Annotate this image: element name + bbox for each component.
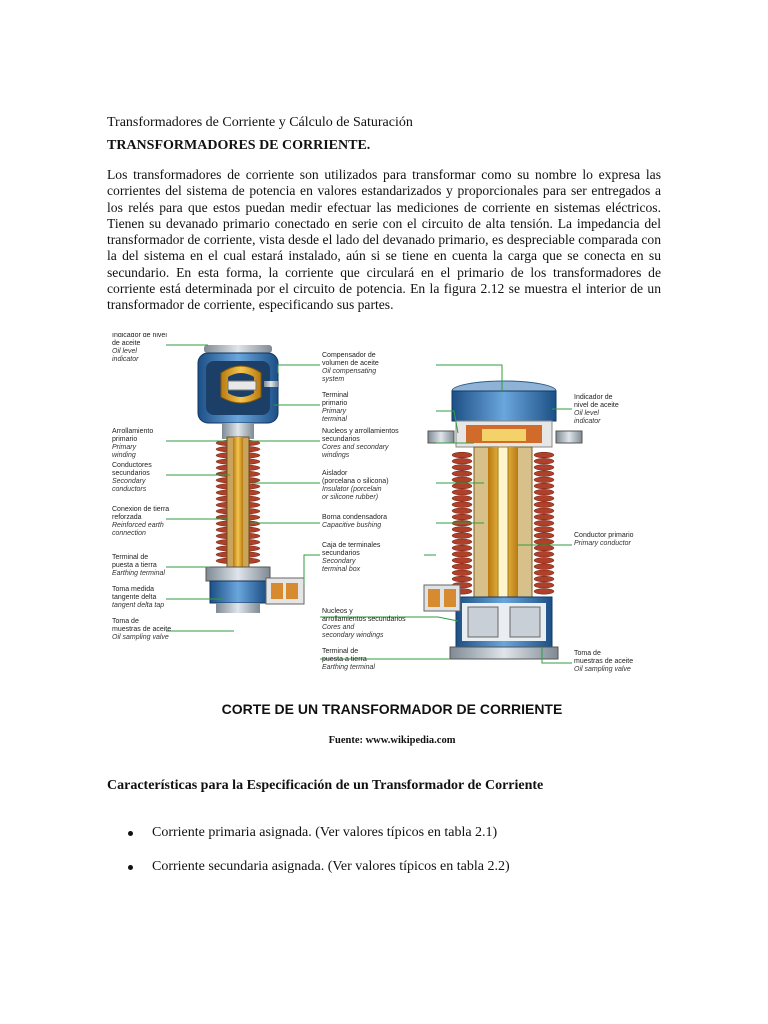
label-group-left <box>112 333 171 641</box>
figure-label: Terminal de puesta a tierra Earthing terminal <box>322 648 375 671</box>
document-title: Transformadores de Corriente y Cálculo de Saturación <box>107 115 413 130</box>
insulator-shed <box>452 458 472 464</box>
list-item <box>128 858 510 892</box>
insulator-shed <box>534 558 554 564</box>
figure-label: Borna condensadora Capacitive bushing <box>322 514 387 529</box>
insulator-shed <box>452 551 472 557</box>
figure-label: Nucleos y arrollamientos secundarios Cores and secondary windings <box>322 428 399 459</box>
list-item <box>128 824 510 858</box>
insulator-shed <box>534 452 554 458</box>
figure-source: Fuente: www.wikipedia.com <box>328 735 456 746</box>
characteristics-heading: Características para la Especificación de un Transformador de Corriente <box>107 778 544 793</box>
bullet-icon <box>128 865 133 870</box>
figure-label: Indicador de nivel de aceite Oil level indicator <box>112 333 167 363</box>
figure-label: Conductor primario Primary conductor <box>574 532 634 547</box>
insulator-shed <box>452 489 472 495</box>
figure-label: Toma medida tangente delta tangent delta tap <box>112 586 165 609</box>
insulator-shed <box>534 465 554 471</box>
left-transformer <box>198 345 304 613</box>
figure-label: Aislador (porcelana o silicona) Insulator (porcelain or silicone rubber) <box>322 470 389 501</box>
insulator-shed <box>534 458 554 464</box>
insulator-shed <box>452 527 472 533</box>
insulator-shed <box>452 576 472 582</box>
figure-label: Indicador de nivel de aceite Oil level indicator <box>574 394 619 425</box>
insulator-shed <box>534 527 554 533</box>
figure-label: Toma de muestras de aceite Oil sampling valve <box>574 650 634 673</box>
insulator-shed <box>452 452 472 458</box>
figure-label: Conductores secundarios Secondary conductors <box>112 462 152 493</box>
transformer-cutaway-figure <box>106 333 678 683</box>
figure-label: Arrollamiento primario Primary winding <box>112 428 154 459</box>
insulator-shed <box>534 514 554 520</box>
list-item-text: Corriente secundaria asignada. (Ver valores típicos en tabla 2.2) <box>152 859 510 874</box>
insulator-shed <box>534 471 554 477</box>
figure-label: Conexion de tierra reforzada Reinforced earth connection <box>112 506 170 537</box>
insulator-shed <box>534 496 554 502</box>
insulator-shed <box>534 582 554 588</box>
insulator-shed <box>534 551 554 557</box>
insulator-shed <box>534 539 554 545</box>
figure-label: Toma de muestras de aceite Oil sampling valve <box>112 618 172 641</box>
section-title: TRANSFORMADORES DE CORRIENTE. <box>107 138 371 153</box>
insulator-shed <box>534 545 554 551</box>
insulator-shed <box>534 533 554 539</box>
list-item-text: Corriente primaria asignada. (Ver valores típicos en tabla 2.1) <box>152 825 498 840</box>
insulator-shed <box>452 570 472 576</box>
insulator-shed <box>452 545 472 551</box>
insulator-shed <box>452 483 472 489</box>
label-group-center <box>322 352 406 671</box>
insulator-shed <box>452 465 472 471</box>
figure-caption: CORTE DE UN TRANSFORMADOR DE CORRIENTE <box>221 701 563 717</box>
insulator-shed <box>452 477 472 483</box>
bullet-icon <box>128 831 133 836</box>
insulator-shed <box>452 508 472 514</box>
insulator-shed <box>534 570 554 576</box>
transformer-illustration <box>106 333 678 683</box>
insulator-shed <box>534 576 554 582</box>
label-group-right <box>574 394 634 673</box>
insulator-shed <box>452 502 472 508</box>
insulator-shed <box>534 502 554 508</box>
figure-label: Caja de terminales secundarios Secondary terminal box <box>322 542 381 573</box>
insulator-shed <box>534 564 554 570</box>
insulator-shed <box>452 533 472 539</box>
figure-label: Terminal primario Primary terminal <box>322 392 349 423</box>
insulator-shed <box>534 483 554 489</box>
figure-label: Terminal de puesta a tierra Earthing terminal <box>112 554 165 577</box>
insulator-shed <box>452 558 472 564</box>
insulator-shed <box>452 539 472 545</box>
right-transformer <box>424 381 582 659</box>
insulator-shed <box>452 514 472 520</box>
figure-label: Compensador de volumen de aceite Oil compensating system <box>322 352 379 383</box>
characteristics-list <box>128 824 510 892</box>
insulator-shed <box>534 589 554 595</box>
intro-paragraph: Los transformadores de corriente son utilizados para transformar como su nombre lo expresa las corrientes del sistema de potencia en valores estandarizados y proporcionales para ser entregados a los relés para que estos puedan medir efectuar las mediciones de corriente en sistemas eléctricos. Tienen su devanado primario conectado en serie con el circuito de alta tensión. La impedancia del transformador de corriente, vista desde el lado del devanado primario, es despreciable comparada con la del sistema en el cual estará instalado, aún si se tiene en cuenta la carga que se conecta en su secundario. En esta forma, la corriente que circulará en el primario de los transformadores de corriente está determinada por el circuito de potencia. En la figura 2.12 se muestra el interior de un transformador de corriente, especificando sus partes. <box>107 167 661 313</box>
insulator-shed <box>534 508 554 514</box>
insulator-shed <box>452 564 472 570</box>
insulator-shed <box>534 520 554 526</box>
insulator-shed <box>452 496 472 502</box>
insulator-shed <box>534 477 554 483</box>
figure-label: Nucleos y arrollamientos secundarios Cores and secondary windings <box>322 608 406 639</box>
insulator-shed <box>452 471 472 477</box>
insulator-shed <box>534 489 554 495</box>
